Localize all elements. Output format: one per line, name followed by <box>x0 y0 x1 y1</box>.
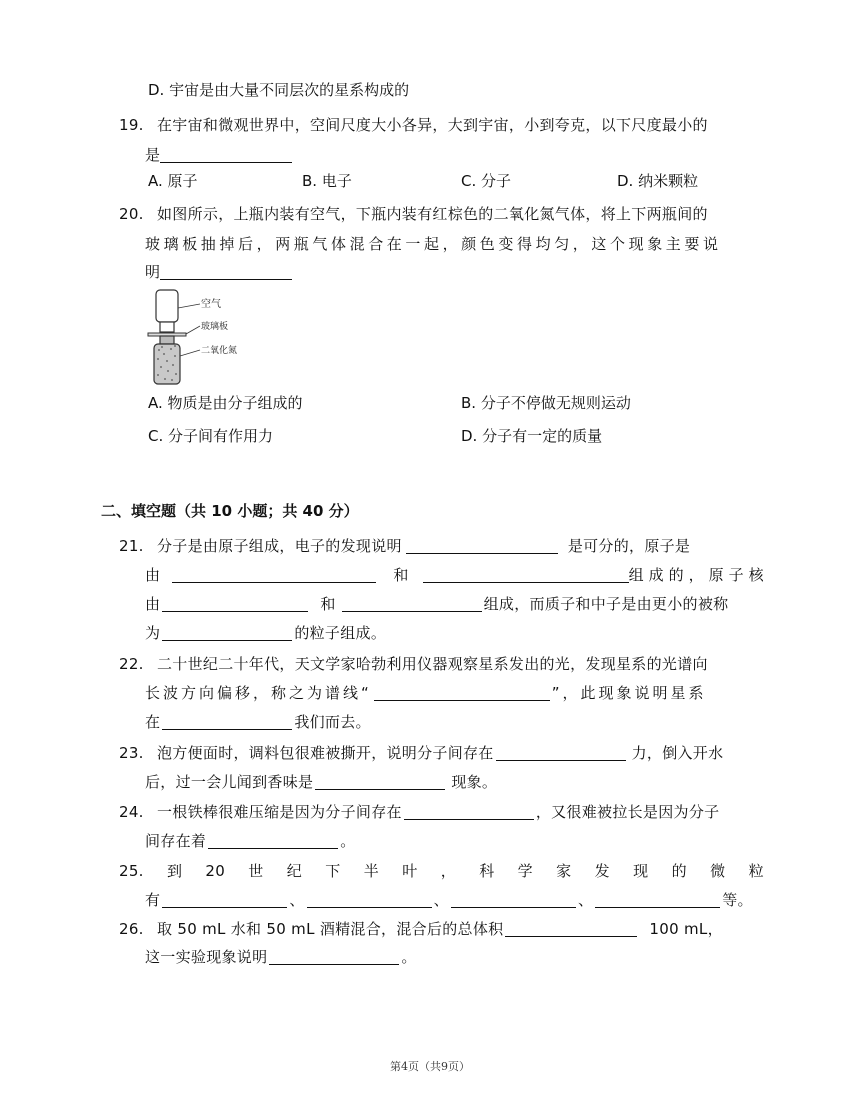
q25-blank-4[interactable] <box>595 891 720 908</box>
q21-blank-6[interactable] <box>162 624 292 641</box>
q21-text-2a: 由 <box>145 566 161 584</box>
q21-text-1a: 分子是由原子组成，电子的发现说明 <box>157 537 402 555</box>
q19-option-d: D. 纳米颗粒 <box>617 172 699 190</box>
q23-text-2b: 现象。 <box>451 773 498 791</box>
q25-char: 微 <box>710 862 726 880</box>
q20-line3 <box>145 261 292 283</box>
page-footer: 第4页（共9页） <box>390 1060 470 1073</box>
q22-number: 22. <box>119 655 144 673</box>
q19-text: 在宇宙和微观世界中，空间尺度大小各异，大到宇宙，小到夸克，以下尺度最小的 <box>157 116 708 134</box>
q21-line3 <box>145 593 728 615</box>
q26-blank-1[interactable] <box>505 920 637 937</box>
q21-text-2c: 组成的，原子核 <box>628 566 769 584</box>
q21-text-3a: 由 <box>145 595 161 613</box>
q26-text-1b: 100 mL， <box>649 920 723 938</box>
q20-answer-blank[interactable] <box>160 263 292 280</box>
q25-line2 <box>145 889 753 911</box>
q21-line1 <box>119 535 690 557</box>
q26-text-2b: 。 <box>401 948 417 966</box>
q23-blank-1[interactable] <box>496 744 626 761</box>
q22-text-3a: 在 <box>145 713 161 731</box>
q25-sep: 、 <box>577 891 594 909</box>
q25-blank-2[interactable] <box>307 891 432 908</box>
q20-option-b: B. 分子不停做无规则运动 <box>461 394 631 412</box>
q25-char: 世 <box>248 862 264 880</box>
q20-line2: 玻璃板抽掉后，两瓶气体混合在一起，颜色变得均匀，这个现象主要说 <box>145 235 722 253</box>
q24-text-2a: 间存在着 <box>145 832 207 850</box>
q25-char: 20 <box>205 862 226 880</box>
q22-line2 <box>145 682 707 704</box>
q25-sep: 、 <box>433 891 449 909</box>
q20-option-c: C. 分子间有作用力 <box>148 427 274 445</box>
q19-answer-blank[interactable] <box>160 146 292 163</box>
q26-number: 26. <box>119 920 144 938</box>
q23-text-2a: 后，过一会儿闻到香味是 <box>145 773 314 791</box>
q21-line2 <box>145 564 769 586</box>
gas-diffusion-figure <box>144 286 254 390</box>
q24-text-1a: 一根铁棒很难压缩是因为分子间存在 <box>157 803 402 821</box>
q21-blank-5[interactable] <box>342 595 482 612</box>
q26-text-1a: 取 50 mL 水和 50 mL 酒精混合，混合后的总体积 <box>157 920 504 938</box>
q25-sep: 、 <box>289 891 305 909</box>
q25-char: ， <box>440 862 457 880</box>
q25-char: 纪 <box>286 862 303 880</box>
q25-char: 的 <box>671 862 687 880</box>
section-heading: 二、填空题（共 10 小题；共 40 分） <box>101 502 359 520</box>
q20-line1 <box>119 203 708 225</box>
q25-char: 叶 <box>402 862 418 880</box>
q24-text-1b: ，又很难被拉长是因为分子 <box>535 803 720 821</box>
q20-option-d: D. 分子有一定的质量 <box>461 427 603 445</box>
q24-number: 24. <box>119 803 144 821</box>
q21-line4 <box>145 622 386 644</box>
q21-text-1b: 是可分的，原子是 <box>567 537 691 555</box>
q24-text-2b: 。 <box>340 832 356 850</box>
q22-text-2a: 长波方向偏移，称之为谱线“ <box>145 684 372 702</box>
q25-char: 现 <box>633 862 649 880</box>
q21-blank-1[interactable] <box>406 537 558 554</box>
q19-line2 <box>145 144 292 166</box>
q22-blank-1[interactable] <box>374 684 550 701</box>
q23-line1 <box>119 742 723 764</box>
q25-char: 到 <box>166 862 183 880</box>
q21-blank-2[interactable] <box>172 566 376 583</box>
q21-text-4a: 为 <box>145 624 161 642</box>
q24-line2 <box>145 830 356 852</box>
q19-option-a: A. 原子 <box>148 172 198 190</box>
q26-blank-2[interactable] <box>269 948 399 965</box>
q24-blank-1[interactable] <box>404 803 534 820</box>
q21-text-3b: 和 <box>320 595 336 613</box>
q22-blank-2[interactable] <box>162 713 292 730</box>
q25-text-end: 等。 <box>722 891 753 909</box>
q21-text-4b: 的粒子组成。 <box>294 624 387 642</box>
q20-number: 20. <box>119 205 144 223</box>
q22-text-1: 二十世纪二十年代，天文学家哈勃利用仪器观察星系发出的光，发现星系的光谱向 <box>157 655 708 673</box>
q26-line1 <box>119 918 723 940</box>
q21-text-2b: 和 <box>393 566 409 584</box>
q22-text-3b: 我们而去。 <box>294 713 371 731</box>
air-bottle-icon <box>156 290 178 332</box>
fig-label-no2: 二氧化氮 <box>201 346 238 356</box>
fig-label-air: 空气 <box>201 299 221 310</box>
q19-number: 19. <box>119 116 144 134</box>
q25-char: 下 <box>325 862 341 880</box>
q25-char: 半 <box>363 862 380 880</box>
q23-line2 <box>145 771 497 793</box>
q25-char: 粒 <box>748 862 764 880</box>
fig-label-glass: 玻璃板 <box>201 322 229 332</box>
q21-number: 21. <box>119 537 144 555</box>
q20-option-a: A. 物质是由分子组成的 <box>148 394 303 412</box>
q26-text-2a: 这一实验现象说明 <box>145 948 268 966</box>
q21-text-3c: 组成，而质子和中子是由更小的被称 <box>483 595 729 613</box>
no2-bottle-icon <box>154 336 180 384</box>
q19-option-b: B. 电子 <box>302 172 352 190</box>
q22-line3 <box>145 711 371 733</box>
q19-line1 <box>119 114 708 136</box>
q22-text-2b: ”，此现象说明星系 <box>551 684 707 702</box>
q19-option-c: C. 分子 <box>461 172 512 190</box>
q23-text-1b: 力，倒入开水 <box>631 744 724 762</box>
q25-number: 25. <box>119 862 144 880</box>
q25-blank-1[interactable] <box>162 891 287 908</box>
q18-option-d: D. 宇宙是由大量不同层次的星系构成的 <box>148 81 410 99</box>
q22-line1 <box>119 653 708 675</box>
q23-text-1a: 泡方便面时，调料包很难被撕开，说明分子间存在 <box>157 744 494 762</box>
q21-blank-4[interactable] <box>162 595 308 612</box>
q26-line2 <box>145 946 417 968</box>
q25-char: 学 <box>517 862 533 880</box>
q25-char: 家 <box>556 862 572 880</box>
q25-char: 科 <box>479 862 495 880</box>
q25-char: 发 <box>594 862 610 880</box>
q21-blank-3[interactable] <box>423 566 629 583</box>
q20-text-3: 明 <box>145 263 161 281</box>
q20-text: 如图所示，上瓶内装有空气，下瓶内装有红棕色的二氧化氮气体，将上下两瓶间的 <box>157 205 708 223</box>
q25-text-2a: 有 <box>145 891 161 909</box>
q23-blank-2[interactable] <box>315 773 445 790</box>
q25-line1 <box>119 860 764 882</box>
q24-line1 <box>119 801 719 823</box>
q19-text-2: 是 <box>145 146 161 164</box>
q23-number: 23. <box>119 744 144 762</box>
q24-blank-2[interactable] <box>208 832 338 849</box>
q25-blank-3[interactable] <box>451 891 576 908</box>
